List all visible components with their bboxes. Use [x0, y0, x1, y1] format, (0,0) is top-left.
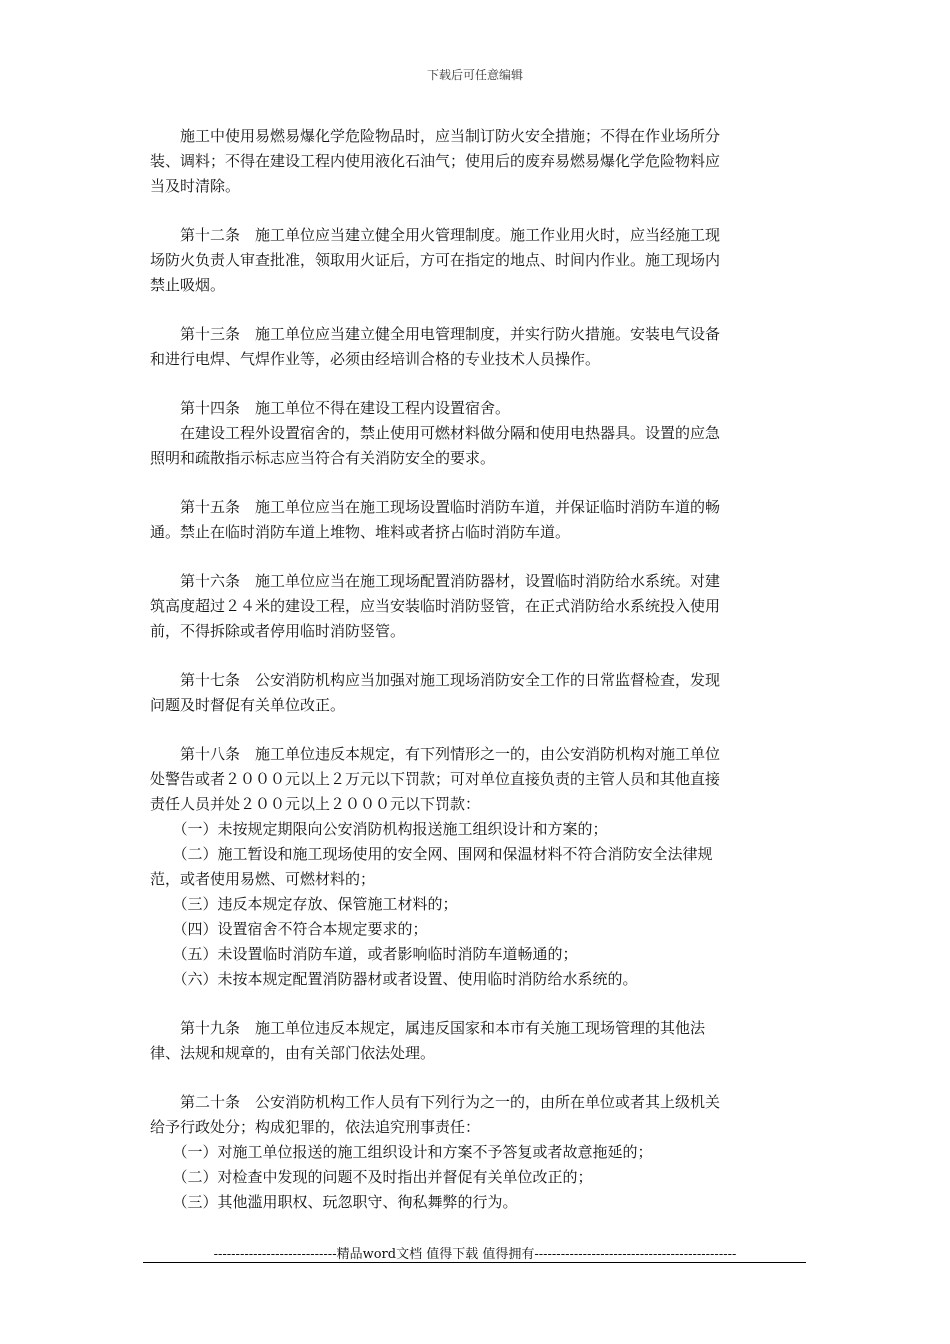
text-line: 问题及时督促有关单位改正。: [150, 696, 346, 714]
text-line: （二）施工暂设和施工现场使用的安全网、围网和保温材料不符合消防安全法律规: [150, 845, 713, 863]
text-line: 第十九条 施工单位违反本规定，属违反国家和本市有关施工现场管理的其他法: [150, 1019, 706, 1037]
paragraph: [150, 742, 790, 992]
text-line: （三）其他滥用职权、玩忽职守、徇私舞弊的行为。: [150, 1193, 518, 1211]
paragraph: [150, 495, 790, 545]
paragraph: [150, 396, 790, 471]
text-line: 照明和疏散指示标志应当符合有关消防安全的要求。: [150, 449, 496, 467]
paragraph: [150, 1090, 790, 1215]
paragraph: [150, 668, 790, 718]
text-line: 场防火负责人审查批准，领取用火证后，方可在指定的地点、时间内作业。施工现场内: [150, 251, 721, 269]
page-header-note: 下载后可任意编辑: [426, 68, 523, 82]
text-line: 第十八条 施工单位违反本规定，有下列情形之一的，由公安消防机构对施工单位: [150, 745, 721, 763]
text-line: 第十五条 施工单位应当在施工现场设置临时消防车道，并保证临时消防车道的畅: [150, 498, 721, 516]
text-line: 和进行电焊、气焊作业等，必须由经培训合格的专业技术人员操作。: [150, 350, 601, 368]
text-line: 在建设工程外设置宿舍的，禁止使用可燃材料做分隔和使用电热器具。设置的应急: [150, 424, 721, 442]
text-line: 第十三条 施工单位应当建立健全用电管理制度，并实行防火措施。安装电气设备: [150, 325, 721, 343]
text-line: 律、法规和规章的，由有关部门依法处理。: [150, 1044, 436, 1062]
text-line: 范，或者使用易燃、可燃材料的；: [150, 870, 376, 888]
text-line: 第十七条 公安消防机构应当加强对施工现场消防安全工作的日常监督检查，发现: [150, 671, 721, 689]
text-line: 处警告或者２０００元以上２万元以下罚款；可对单位直接负责的主管人员和其他直接: [150, 770, 721, 788]
text-line: 装、调料；不得在建设工程内使用液化石油气；使用后的废弃易燃易爆化学危险物料应: [150, 152, 721, 170]
text-line: 通。禁止在临时消防车道上堆物、堆料或者挤占临时消防车道。: [150, 523, 571, 541]
text-line: 第十二条 施工单位应当建立健全用火管理制度。施工作业用火时，应当经施工现: [150, 226, 721, 244]
text-line: （二）对检查中发现的问题不及时指出并督促有关单位改正的；: [150, 1168, 593, 1186]
paragraph: [150, 322, 790, 372]
text-line: 前，不得拆除或者停用临时消防竖管。: [150, 622, 406, 640]
text-line: 筑高度超过２４米的建设工程，应当安装临时消防竖管，在正式消防给水系统投入使用: [150, 597, 721, 615]
text-line: 给予行政处分；构成犯罪的，依法追究刑事责任：: [150, 1118, 481, 1136]
text-line: 第十六条 施工单位应当在施工现场配置消防器材，设置临时消防给水系统。对建: [150, 572, 721, 590]
text-line: 当及时清除。: [150, 177, 241, 195]
text-line: 第二十条 公安消防机构工作人员有下列行为之一的，由所在单位或者其上级机关: [150, 1093, 721, 1111]
footer-rule: [143, 1262, 806, 1263]
text-line: （四）设置宿舍不符合本规定要求的；: [150, 920, 428, 938]
text-line: （一）对施工单位报送的施工组织设计和方案不予答复或者故意拖延的；: [150, 1143, 653, 1161]
text-line: （一）未按规定期限向公安消防机构报送施工组织设计和方案的；: [150, 820, 608, 838]
paragraph: [150, 124, 790, 199]
text-line: 禁止吸烟。: [150, 276, 226, 294]
text-line: 施工中使用易燃易爆化学危险物品时，应当制订防火安全措施；不得在作业场所分: [150, 127, 721, 145]
paragraph: [150, 1016, 790, 1066]
paragraph: [150, 569, 790, 644]
paragraph: [150, 223, 790, 298]
text-line: 第十四条 施工单位不得在建设工程内设置宿舍。: [150, 399, 511, 417]
document-body: [150, 124, 790, 1239]
text-line: （五）未设置临时消防车道，或者影响临时消防车道畅通的；: [150, 945, 578, 963]
text-line: （六）未按本规定配置消防器材或者设置、使用临时消防给水系统的。: [150, 970, 638, 988]
page-footer-text: ----------------------------精品word文档 值得下载 值得拥有----------------------------------------------: [213, 1247, 737, 1262]
text-line: （三）违反本规定存放、保管施工材料的；: [150, 895, 458, 913]
text-line: 责任人员并处２００元以上２０００元以下罚款：: [150, 795, 481, 813]
